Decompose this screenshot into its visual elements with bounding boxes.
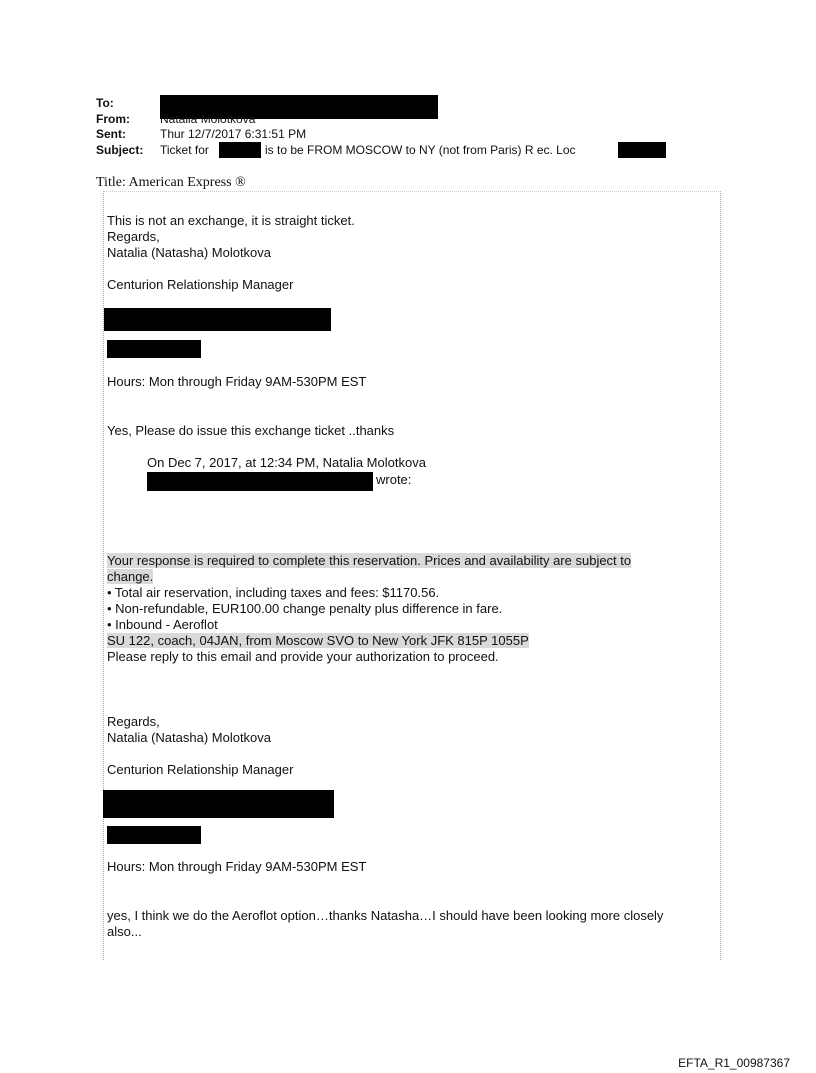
document-id: EFTA_R1_00987367 [678,1056,790,1070]
regards-1: Regards, [107,229,160,244]
body-line-1: This is not an exchange, it is straight ticket. [107,213,355,228]
subject-part1: Ticket for [160,143,209,157]
title-line: Title: American Express ® [96,175,246,190]
quote-wrote: wrote: [376,472,412,487]
subject-part2: is to be FROM MOSCOW to NY (not from Paris) R ec. Loc [265,143,576,157]
sent-label: Sent: [96,127,126,141]
regards-2: Regards, [107,714,160,729]
notice-line-1: Your response is required to complete this reservation. Prices and availability are subject to [107,553,632,568]
reply-2-line-2: also... [107,924,142,939]
signature-redaction-2a [103,790,334,818]
signature-redaction-1a [104,308,331,331]
bullet-inbound: • Inbound - Aeroflot [107,617,218,632]
notice-line-2: change. [107,569,154,584]
subject-redaction-2 [618,142,666,158]
from-value: Natalia Molotkova [160,112,256,126]
signature-redaction-2b [107,826,201,844]
hours-2: Hours: Mon through Friday 9AM-530PM EST [107,859,367,874]
subject-label: Subject: [96,143,144,157]
reply-2-line-1: yes, I think we do the Aeroflot option…thanks Natasha…I should have been looking more closely [107,908,664,923]
reply-1: Yes, Please do issue this exchange ticket ..thanks [107,423,395,438]
please-reply: Please reply to this email and provide your authorization to proceed. [107,649,499,664]
hours-1: Hours: Mon through Friday 9AM-530PM EST [107,374,367,389]
signature-redaction-1b [107,340,201,358]
signature-role-2: Centurion Relationship Manager [107,762,294,777]
to-label: To: [96,96,114,110]
signature-name-2: Natalia (Natasha) Molotkova [107,730,272,745]
sent-value: Thur 12/7/2017 6:31:51 PM [160,127,307,141]
quote-redaction [147,472,373,491]
quote-header: On Dec 7, 2017, at 12:34 PM, Natalia Molotkova [147,455,426,470]
signature-name-1: Natalia (Natasha) Molotkova [107,245,272,260]
from-label: From: [96,112,130,126]
flight-details: SU 122, coach, 04JAN, from Moscow SVO to New York JFK 815P 1055P [107,633,529,648]
message-frame [103,191,721,960]
bullet-nonrefundable: • Non-refundable, EUR100.00 change penalty plus difference in fare. [107,601,503,616]
signature-role-1: Centurion Relationship Manager [107,277,294,292]
bullet-total: • Total air reservation, including taxes and fees: $1170.56. [107,585,440,600]
subject-redaction-1 [219,142,261,158]
